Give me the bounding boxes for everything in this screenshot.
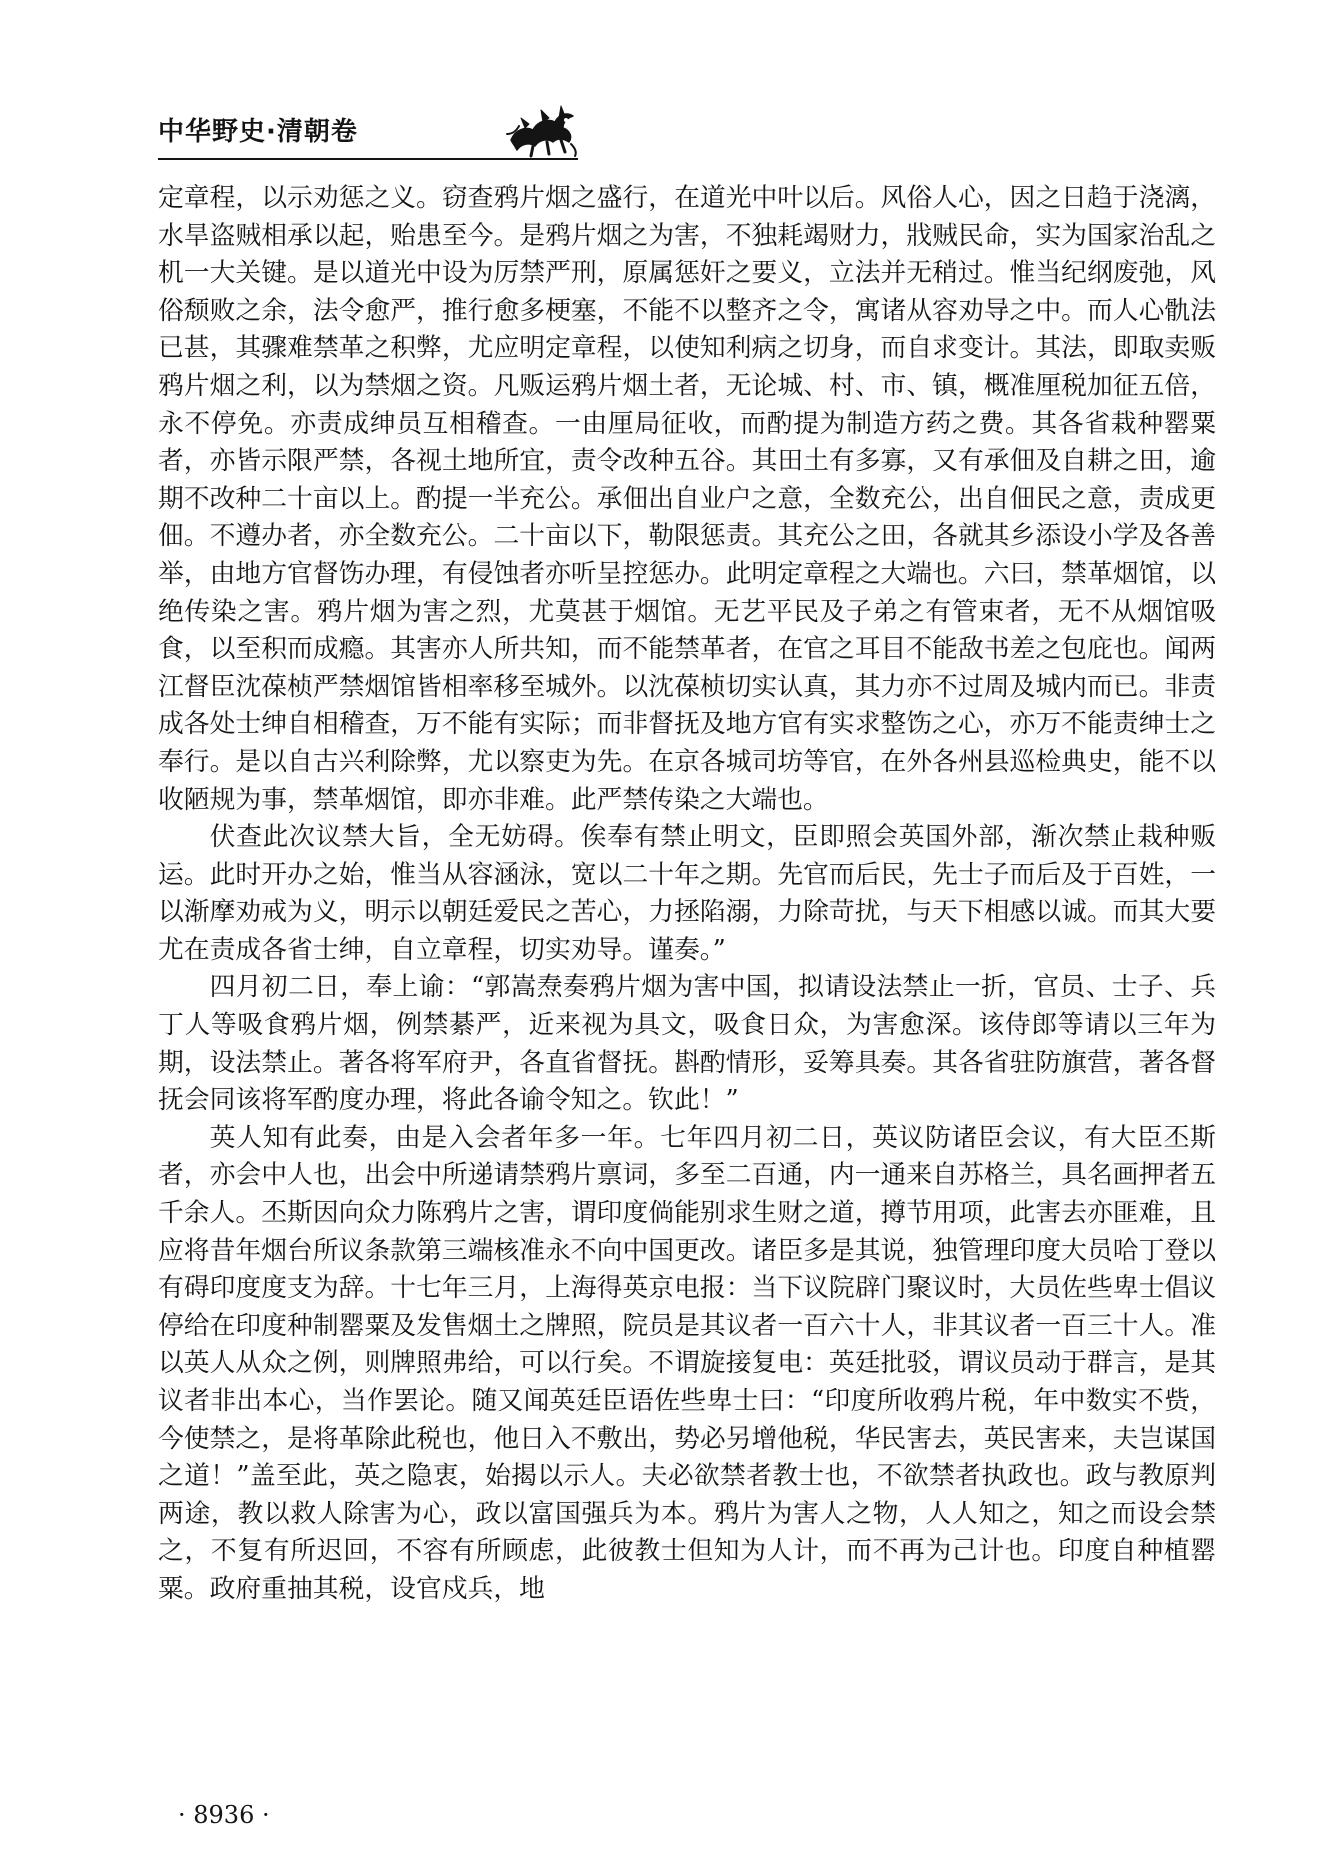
page-header (158, 112, 798, 162)
paragraph: 四月初二日，奉上谕：“郭嵩焘奏鸦片烟为害中国，拟请设法禁止一折，官员、士子、兵丁人等吸食鸦片烟，例禁綦严，近来视为具文，吸食日众，为害愈深。该侍郎等请以三年为期，设法禁止。著各将军府尹，各直省督抚。斟酌情形，妥筹具奏。其各省驻防旗营，著各督抚会同该将军酌度办理，将此各谕令知之。钦此！” (158, 972, 1216, 1116)
paragraph: 英人知有此奏，由是入会者年多一年。七年四月初二日，英议防诸臣会议，有大臣丕斯者，亦会中人也，出会中所递请禁鸦片禀词，多至二百通，内一通来自苏格兰，具名画押者五千余人。丕斯因向众力陈鸦片之害，谓印度倘能别求生财之道，撙节用项，此害去亦匪难，且应将昔年烟台所议条款第三端核准永不向中国更改。诸臣多是其说，独管理印度大员哈丁登以有碍印度度支为辞。十七年三月，上海得英京电报：当下议院辟门聚议时，大员佐些卑士倡议停给在印度种制罂粟及发售烟土之牌照，院员是其议者一百六十人，非其议者一百三十人。准以英人从众之例，则牌照弗给，可以行矣。不谓旋接复电：英廷批驳，谓议员动于群言，是其议者非出本心，当作罢论。随又闻英廷臣语佐些卑士曰：“印度所收鸦片税，年中数实不赀，今使禁之，是将革除此税也，他日入不敷出，势必另增他税，华民害去，英民害来，夫岂谋国之道！”盖至此，英之隐衷，始揭以示人。夫必欲禁者教士也，不欲禁者执政也。政与教原判两途，教以救人除害为心，政以富国强兵为本。鸦片为害人之物，人人知之，知之而设会禁之，不复有所迟回，不容有所顾虑，此彼教士但知为人计，而不再为己计也。印度自种植罂粟。政府重抽其税，设官戍兵，地 (158, 1122, 1216, 1604)
body-text (158, 180, 1216, 1609)
page-number: · 8936 · (178, 1801, 270, 1829)
header-rule (158, 158, 578, 160)
paragraph: 伏查此次议禁大旨，全无妨碍。俟奉有禁止明文，臣即照会英国外部，渐次禁止栽种贩运。此时开办之始，惟当从容涵泳，宽以二十年之期。先官而后民，先士子而后及于百姓，一以渐摩劝戒为义，明示以朝廷爱民之苦心，力拯陷溺，力除苛扰，与天下相感以诚。而其大要尤在责成各省士绅，自立章程，切实劝导。谨奏。” (158, 822, 1216, 965)
running-head-title: 中华野史·清朝卷 (158, 117, 358, 147)
dragon-icon (503, 100, 579, 158)
paragraph: 定章程，以示劝惩之义。窃查鸦片烟之盛行，在道光中叶以后。风俗人心，因之日趋于浇漓，水旱盗贼相承以起，贻患至今。是鸦片烟之为害，不独耗竭财力，戕贼民命，实为国家治乱之机一大关键。是以道光中设为厉禁严刑，原属惩奸之要义，立法并无稍过。惟当纪纲废弛，风俗颓败之余，法令愈严，推行愈多梗塞，不能不以整齐之令，寓诸从容劝导之中。而人心骩法已甚，其骤难禁革之积弊，尤应明定章程，以使知利病之切身，而自求变计。其法，即取卖贩鸦片烟之利，以为禁烟之资。凡贩运鸦片烟土者，无论城、村、市、镇，概准厘税加征五倍，永不停免。亦责成绅员互相稽查。一由厘局征收，而酌提为制造方药之费。其各省栽种罂粟者，亦皆示限严禁，各视土地所宜，责令改种五谷。其田土有多寡，又有承佃及自耕之田，逾期不改种二十亩以上。酌提一半充公。承佃出自业户之意，全数充公，出自佃民之意，责成更佃。不遵办者，亦全数充公。二十亩以下，勒限惩责。其充公之田，各就其乡添设小学及各善举，由地方官督饬办理，有侵蚀者亦听呈控惩办。此明定章程之大端也。六曰，禁革烟馆，以绝传染之害。鸦片烟为害之烈，尤莫甚于烟馆。无艺平民及子弟之有管束者，无不从烟馆吸食，以至积而成瘾。其害亦人所共知，而不能禁革者，在官之耳目不能敌书差之包庇也。闻两江督臣沈葆桢严禁烟馆皆相率移至城外。以沈葆桢切实认真，其力亦不过周及城内而已。非责成各处士绅自相稽查，万不能有实际；而非督抚及地方官有实求整饬之心，亦万不能责绅士之奉行。是以自古兴利除弊，尤以察吏为先。在京各城司坊等官，在外各州县巡检典史，能不以收陋规为事，禁革烟馆，即亦非难。此严禁传染之大端也。 (158, 183, 1216, 815)
